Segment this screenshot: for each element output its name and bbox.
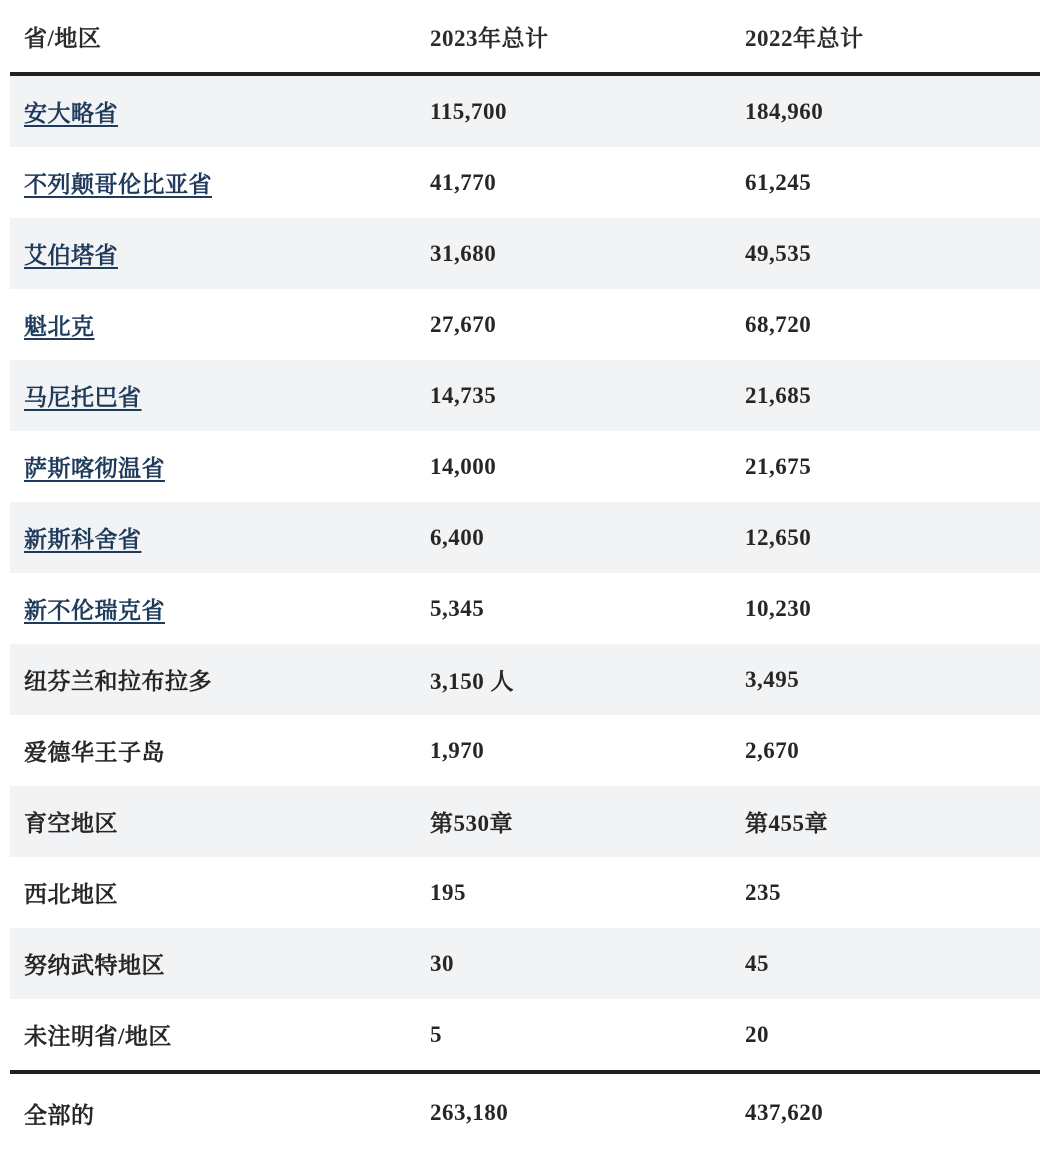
value-2023: 41,770 [430,169,497,195]
province-name-newfoundland-and-labrador: 纽芬兰和拉布拉多 [24,669,212,694]
col-header-2023-total: 2023年总计 [430,0,745,74]
table-row [10,644,1040,715]
province-name-nunavut: 努纳武特地区 [24,953,165,978]
value-2022: 12,650 [745,524,812,550]
value-2022: 3,495 [745,666,800,692]
province-name-prince-edward-island: 爱德华王子岛 [24,740,165,765]
value-2022: 21,685 [745,382,812,408]
value-2023: 第530章 [430,811,513,836]
total-value-2022: 437,620 [745,1072,1040,1152]
table-row [10,74,1040,147]
col-header-province: 省/地区 [10,0,430,74]
value-2022: 2,670 [745,737,800,763]
table-row [10,289,1040,360]
value-2022: 21,675 [745,453,812,479]
header-row [10,0,1040,74]
province-link-saskatchewan[interactable]: 萨斯喀彻温省 [24,456,165,481]
province-link-alberta[interactable]: 艾伯塔省 [24,243,118,268]
value-2023: 115,700 [430,98,507,124]
province-link-quebec[interactable]: 魁北克 [24,314,95,339]
province-statistics-table [10,0,1040,1152]
value-2022: 68,720 [745,311,812,337]
table-row [10,857,1040,928]
value-2023: 5,345 [430,595,485,621]
value-2023: 3,150 人 [430,669,514,694]
value-2022: 10,230 [745,595,812,621]
value-2022: 235 [745,879,781,905]
value-2023: 1,970 [430,737,485,763]
value-2023: 195 [430,879,466,905]
value-2023: 14,735 [430,382,497,408]
value-2023: 27,670 [430,311,497,337]
province-name-northwest-territories: 西北地区 [24,882,118,907]
province-name-yukon: 育空地区 [24,811,118,836]
value-2023: 31,680 [430,240,497,266]
value-2023: 14,000 [430,453,497,479]
value-2023: 6,400 [430,524,485,550]
table-row [10,786,1040,857]
total-value-2023: 263,180 [430,1072,745,1152]
total-row [10,1072,1040,1152]
value-2022: 20 [745,1021,769,1047]
province-link-british-columbia[interactable]: 不列颠哥伦比亚省 [24,172,212,197]
value-2023: 30 [430,950,454,976]
table-row [10,360,1040,431]
province-link-manitoba[interactable]: 马尼托巴省 [24,385,142,410]
table-row [10,502,1040,573]
table-row [10,999,1040,1072]
total-row-label: 全部的 [24,1102,95,1128]
value-2022: 61,245 [745,169,812,195]
col-header-2022-total: 2022年总计 [745,0,1040,74]
table-row [10,147,1040,218]
province-name-not-stated: 未注明省/地区 [24,1024,172,1049]
province-link-nova-scotia[interactable]: 新斯科舍省 [24,527,142,552]
province-link-ontario[interactable]: 安大略省 [24,101,118,126]
value-2022: 49,535 [745,240,812,266]
value-2022: 45 [745,950,769,976]
value-2022: 184,960 [745,98,824,124]
table-row [10,928,1040,999]
value-2023: 5 [430,1021,442,1047]
value-2022: 第455章 [745,811,828,836]
province-link-new-brunswick[interactable]: 新不伦瑞克省 [24,598,165,623]
table-row [10,431,1040,502]
table-row [10,573,1040,644]
table-row [10,715,1040,786]
table-row [10,218,1040,289]
